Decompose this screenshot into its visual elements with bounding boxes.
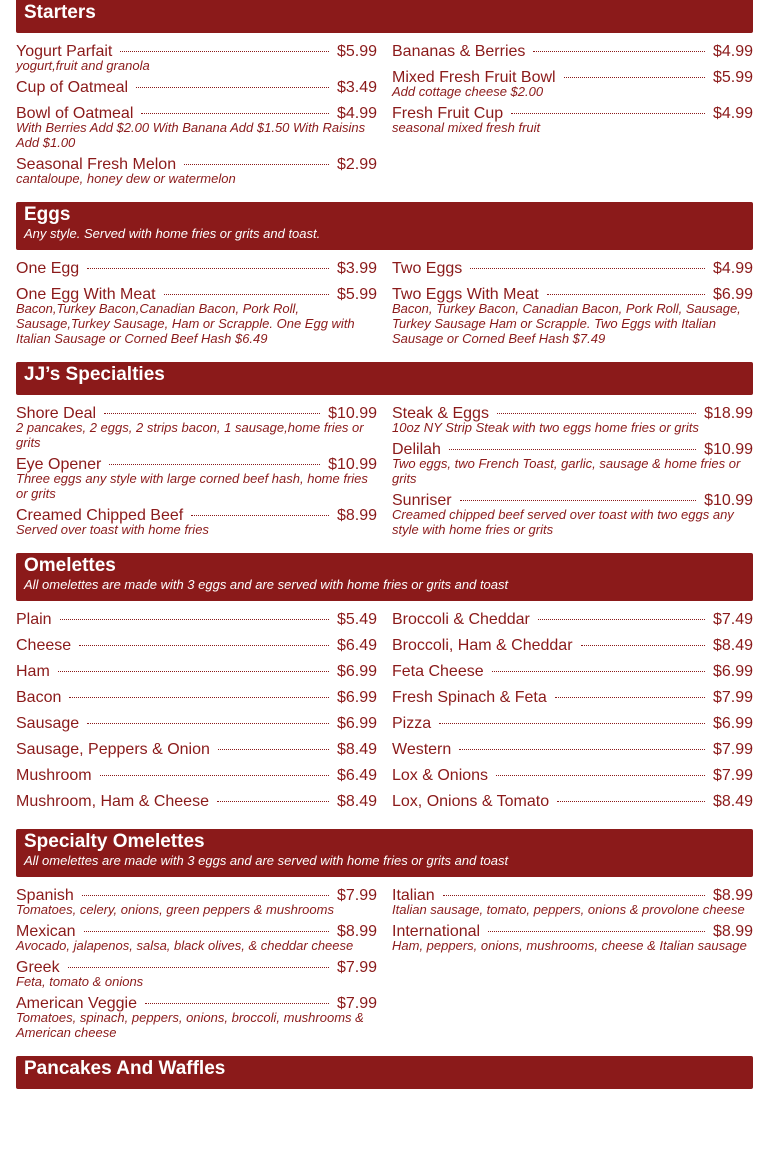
- menu-item-ham: [16, 661, 377, 683]
- item-price: $8.99: [336, 923, 377, 940]
- dotted-leader: [141, 113, 329, 114]
- item-row: [16, 77, 377, 99]
- menu-item-italian: [392, 885, 753, 917]
- item-description: Bacon, Turkey Bacon, Canadian Bacon, Pork Roll, Sausage, Turkey Sausage Ham or Scrapple. Two Eggs with Italian Sausage or Corned Beef Hash $7.49: [392, 301, 741, 346]
- item-name: Mexican: [16, 923, 76, 940]
- section-subtitle: All omelettes are made with 3 eggs and are served with home fries or grits and toast: [24, 853, 509, 868]
- menu-item-spanish: [16, 885, 377, 917]
- dotted-leader: [184, 164, 329, 165]
- menu-item-broccoli-cheddar: [392, 609, 753, 631]
- item-price: $6.99: [712, 715, 753, 732]
- dotted-leader: [69, 697, 329, 698]
- dotted-leader: [100, 775, 329, 776]
- item-description: Feta, tomato & onions: [16, 974, 144, 989]
- dotted-leader: [555, 697, 705, 698]
- left-column: [16, 254, 377, 346]
- dotted-leader: [136, 87, 329, 88]
- item-description: Creamed chipped beef served over toast with two eggs any style with home fries or grits: [392, 507, 734, 537]
- item-name: Pizza: [392, 715, 432, 732]
- dotted-leader: [581, 645, 705, 646]
- menu-section-starters: [16, 0, 753, 186]
- menu-item-pizza: [392, 713, 753, 735]
- item-price: $7.99: [336, 959, 377, 976]
- item-name: One Egg With Meat: [16, 286, 156, 303]
- menu-item-sunriser: [392, 490, 753, 537]
- item-price: $8.49: [712, 637, 753, 654]
- menu-item-mushroom: [16, 765, 377, 787]
- item-price: $8.49: [336, 793, 377, 810]
- item-description: 10oz NY Strip Steak with two eggs home fries or grits: [392, 420, 699, 435]
- section-header: [16, 553, 753, 601]
- item-price: $5.49: [336, 611, 377, 628]
- right-column: [392, 605, 753, 813]
- item-description: Two eggs, two French Toast, garlic, sausage & home fries or grits: [392, 456, 741, 486]
- item-price: $10.99: [328, 405, 377, 422]
- item-name: Greek: [16, 959, 60, 976]
- menu-item-cheese: [16, 635, 377, 657]
- section-header: [16, 202, 753, 250]
- item-description: Avocado, jalapenos, salsa, black olives, & cheddar cheese: [16, 938, 354, 953]
- dotted-leader: [547, 294, 705, 295]
- item-row: [16, 635, 377, 657]
- item-description: yogurt,fruit and granola: [16, 58, 150, 73]
- section-body: [16, 877, 753, 1040]
- item-name: American Veggie: [16, 995, 137, 1012]
- item-description: Tomatoes, celery, onions, green peppers & mushrooms: [16, 902, 334, 917]
- menu-item-greek: [16, 957, 377, 989]
- item-row: [392, 635, 753, 657]
- left-column: [16, 881, 377, 1040]
- section-header: [16, 362, 753, 395]
- item-name: International: [392, 923, 481, 940]
- item-description: Add cottage cheese $2.00: [392, 84, 544, 99]
- item-name: Western: [392, 741, 452, 758]
- item-price: $4.99: [712, 43, 753, 60]
- item-price: $7.99: [712, 689, 753, 706]
- item-description: 2 pancakes, 2 eggs, 2 strips bacon, 1 sausage,home fries or grits: [16, 420, 364, 450]
- dotted-leader: [68, 967, 329, 968]
- menu-item-lox-onions-tomato: [392, 791, 753, 813]
- item-name: Seasonal Fresh Melon: [16, 156, 177, 173]
- item-name: Lox, Onions & Tomato: [392, 793, 550, 810]
- menu-item-lox-onions: [392, 765, 753, 787]
- dotted-leader: [87, 268, 329, 269]
- item-name: One Egg: [16, 260, 80, 277]
- item-price: $10.99: [704, 492, 753, 509]
- item-name: Cheese: [16, 637, 72, 654]
- item-row: [392, 791, 753, 813]
- item-price: $5.99: [336, 286, 377, 303]
- item-row: [392, 713, 753, 735]
- menu-item-two-eggs-with-meat: [392, 284, 753, 346]
- menu-item-bowl-of-oatmeal: [16, 103, 377, 150]
- item-row: [16, 687, 377, 709]
- item-name: Shore Deal: [16, 405, 97, 422]
- menu-item-two-eggs: [392, 258, 753, 280]
- section-body: [16, 395, 753, 537]
- item-price: $8.99: [712, 923, 753, 940]
- item-row: [392, 609, 753, 631]
- dotted-leader: [217, 801, 329, 802]
- item-name: Bacon: [16, 689, 62, 706]
- section-body: [16, 250, 753, 346]
- menu-item-cup-of-oatmeal: [16, 77, 377, 99]
- menu-item-bacon: [16, 687, 377, 709]
- dotted-leader: [60, 619, 329, 620]
- item-price: $6.99: [712, 286, 753, 303]
- section-header: [16, 1056, 753, 1089]
- item-name: Fresh Spinach & Feta: [392, 689, 547, 706]
- right-column: [392, 37, 753, 186]
- item-price: $3.49: [336, 79, 377, 96]
- item-row: [16, 739, 377, 761]
- item-price: $8.49: [712, 793, 753, 810]
- item-row: [16, 609, 377, 631]
- right-column: [392, 399, 753, 537]
- item-name: Italian: [392, 887, 435, 904]
- dotted-leader: [449, 449, 696, 450]
- item-row: [392, 687, 753, 709]
- menu-item-one-egg: [16, 258, 377, 280]
- item-price: $6.49: [336, 637, 377, 654]
- item-row: [392, 258, 753, 280]
- menu-item-steak-eggs: [392, 403, 753, 435]
- left-column: [16, 37, 377, 186]
- menu-item-international: [392, 921, 753, 953]
- menu-item-shore-deal: [16, 403, 377, 450]
- item-description: cantaloupe, honey dew or watermelon: [16, 171, 236, 186]
- item-name: Spanish: [16, 887, 74, 904]
- item-name: Steak & Eggs: [392, 405, 489, 422]
- dotted-leader: [533, 51, 705, 52]
- item-price: $5.99: [712, 69, 753, 86]
- menu-section-omelettes: [16, 553, 753, 813]
- menu-item-eye-opener: [16, 454, 377, 501]
- item-name: Ham: [16, 663, 50, 680]
- menu-item-broccoli-ham-cheddar: [392, 635, 753, 657]
- item-name: Mushroom, Ham & Cheese: [16, 793, 209, 810]
- menu: [16, 0, 753, 1105]
- section-subtitle: All omelettes are made with 3 eggs and are served with home fries or grits and toast: [24, 577, 509, 592]
- item-price: $7.99: [336, 887, 377, 904]
- section-header: [16, 829, 753, 877]
- left-column: [16, 605, 377, 813]
- menu-section-jj-s-specialties: [16, 362, 753, 537]
- item-name: Sunriser: [392, 492, 452, 509]
- item-price: $6.99: [336, 689, 377, 706]
- menu-item-mushroom-ham-cheese: [16, 791, 377, 813]
- item-price: $7.99: [712, 767, 753, 784]
- item-name: Plain: [16, 611, 52, 628]
- item-description: Bacon,Turkey Bacon,Canadian Bacon, Pork Roll, Sausage,Turkey Sausage, Ham or Scrapple. One Egg with Italian Sausage or Corned Beef Hash $6.49: [16, 301, 355, 346]
- dotted-leader: [79, 645, 329, 646]
- dotted-leader: [58, 671, 329, 672]
- item-name: Lox & Onions: [392, 767, 489, 784]
- item-price: $6.49: [336, 767, 377, 784]
- item-price: $8.99: [336, 507, 377, 524]
- dotted-leader: [497, 413, 696, 414]
- left-column: [16, 399, 377, 537]
- item-price: $6.99: [712, 663, 753, 680]
- dotted-leader: [439, 723, 705, 724]
- dotted-leader: [511, 113, 705, 114]
- dotted-leader: [492, 671, 705, 672]
- section-body: [16, 33, 753, 186]
- section-subtitle: Any style. Served with home fries or grits and toast.: [24, 226, 321, 241]
- item-name: Mixed Fresh Fruit Bowl: [392, 69, 556, 86]
- menu-item-bananas-berries: [392, 41, 753, 63]
- dotted-leader: [488, 931, 705, 932]
- item-name: Bananas & Berries: [392, 43, 526, 60]
- item-price: $3.99: [336, 260, 377, 277]
- item-name: Yogurt Parfait: [16, 43, 113, 60]
- item-price: $4.99: [712, 105, 753, 122]
- menu-item-sausage: [16, 713, 377, 735]
- menu-item-fresh-fruit-cup: [392, 103, 753, 135]
- section-title: JJ’s Specialties: [24, 364, 165, 385]
- dotted-leader: [564, 77, 705, 78]
- dotted-leader: [557, 801, 705, 802]
- item-name: Sausage: [16, 715, 80, 732]
- dotted-leader: [191, 515, 329, 516]
- item-price: $7.49: [712, 611, 753, 628]
- item-description: Served over toast with home fries: [16, 522, 209, 537]
- item-name: Bowl of Oatmeal: [16, 105, 134, 122]
- menu-section-specialty-omelettes: [16, 829, 753, 1040]
- item-row: [392, 739, 753, 761]
- menu-item-american-veggie: [16, 993, 377, 1040]
- item-row: [392, 41, 753, 63]
- section-title: Eggs: [24, 204, 71, 225]
- menu-item-feta-cheese: [392, 661, 753, 683]
- item-description: Tomatoes, spinach, peppers, onions, broccoli, mushrooms & American cheese: [16, 1010, 364, 1040]
- menu-item-fresh-spinach-feta: [392, 687, 753, 709]
- dotted-leader: [443, 895, 705, 896]
- item-name: Cup of Oatmeal: [16, 79, 129, 96]
- item-price: $4.99: [336, 105, 377, 122]
- menu-item-mixed-fresh-fruit-bowl: [392, 67, 753, 99]
- section-header: [16, 0, 753, 33]
- item-row: [392, 765, 753, 787]
- item-name: Two Eggs With Meat: [392, 286, 539, 303]
- section-title: Starters: [24, 2, 96, 23]
- menu-item-yogurt-parfait: [16, 41, 377, 73]
- right-column: [392, 254, 753, 346]
- menu-item-delilah: [392, 439, 753, 486]
- item-row: [16, 791, 377, 813]
- menu-item-creamed-chipped-beef: [16, 505, 377, 537]
- item-row: [16, 765, 377, 787]
- menu-item-one-egg-with-meat: [16, 284, 377, 346]
- item-description: With Berries Add $2.00 With Banana Add $1.50 With Raisins Add $1.00: [16, 120, 366, 150]
- item-description: Three eggs any style with large corned beef hash, home fries or grits: [16, 471, 368, 501]
- dotted-leader: [120, 51, 329, 52]
- item-row: [392, 661, 753, 683]
- item-name: Two Eggs: [392, 260, 463, 277]
- item-row: [16, 713, 377, 735]
- item-price: $18.99: [704, 405, 753, 422]
- menu-item-sausage-peppers-onion: [16, 739, 377, 761]
- item-name: Mushroom: [16, 767, 92, 784]
- item-price: $10.99: [328, 456, 377, 473]
- item-price: $10.99: [704, 441, 753, 458]
- menu-item-plain: [16, 609, 377, 631]
- item-name: Creamed Chipped Beef: [16, 507, 184, 524]
- dotted-leader: [496, 775, 705, 776]
- menu-item-seasonal-fresh-melon: [16, 154, 377, 186]
- item-price: $2.99: [336, 156, 377, 173]
- item-price: $8.99: [712, 887, 753, 904]
- item-name: Feta Cheese: [392, 663, 484, 680]
- item-name: Delilah: [392, 441, 441, 458]
- item-price: $8.49: [336, 741, 377, 758]
- item-name: Broccoli & Cheddar: [392, 611, 530, 628]
- item-name: Eye Opener: [16, 456, 102, 473]
- item-name: Broccoli, Ham & Cheddar: [392, 637, 573, 654]
- item-description: Italian sausage, tomato, peppers, onions & provolone cheese: [392, 902, 745, 917]
- dotted-leader: [538, 619, 705, 620]
- item-price: $5.99: [336, 43, 377, 60]
- dotted-leader: [460, 500, 696, 501]
- item-price: $7.99: [336, 995, 377, 1012]
- dotted-leader: [164, 294, 329, 295]
- item-name: Sausage, Peppers & Onion: [16, 741, 210, 758]
- dotted-leader: [104, 413, 320, 414]
- item-price: $6.99: [336, 663, 377, 680]
- section-title: Specialty Omelettes: [24, 831, 205, 852]
- item-price: $4.99: [712, 260, 753, 277]
- dotted-leader: [459, 749, 705, 750]
- section-body: [16, 601, 753, 813]
- right-column: [392, 881, 753, 1040]
- item-price: $7.99: [712, 741, 753, 758]
- dotted-leader: [218, 749, 329, 750]
- dotted-leader: [84, 931, 329, 932]
- item-name: Fresh Fruit Cup: [392, 105, 504, 122]
- menu-item-western: [392, 739, 753, 761]
- section-title: Pancakes And Waffles: [24, 1058, 226, 1079]
- item-description: seasonal mixed fresh fruit: [392, 120, 541, 135]
- item-row: [16, 661, 377, 683]
- section-title: Omelettes: [24, 555, 116, 576]
- item-row: [16, 258, 377, 280]
- menu-section-pancakes-and-waffles: [16, 1056, 753, 1089]
- dotted-leader: [109, 464, 320, 465]
- menu-section-eggs: [16, 202, 753, 346]
- dotted-leader: [82, 895, 329, 896]
- item-price: $6.99: [336, 715, 377, 732]
- menu-item-mexican: [16, 921, 377, 953]
- item-description: Ham, peppers, onions, mushrooms, cheese & Italian sausage: [392, 938, 747, 953]
- dotted-leader: [470, 268, 705, 269]
- dotted-leader: [145, 1003, 329, 1004]
- dotted-leader: [87, 723, 329, 724]
